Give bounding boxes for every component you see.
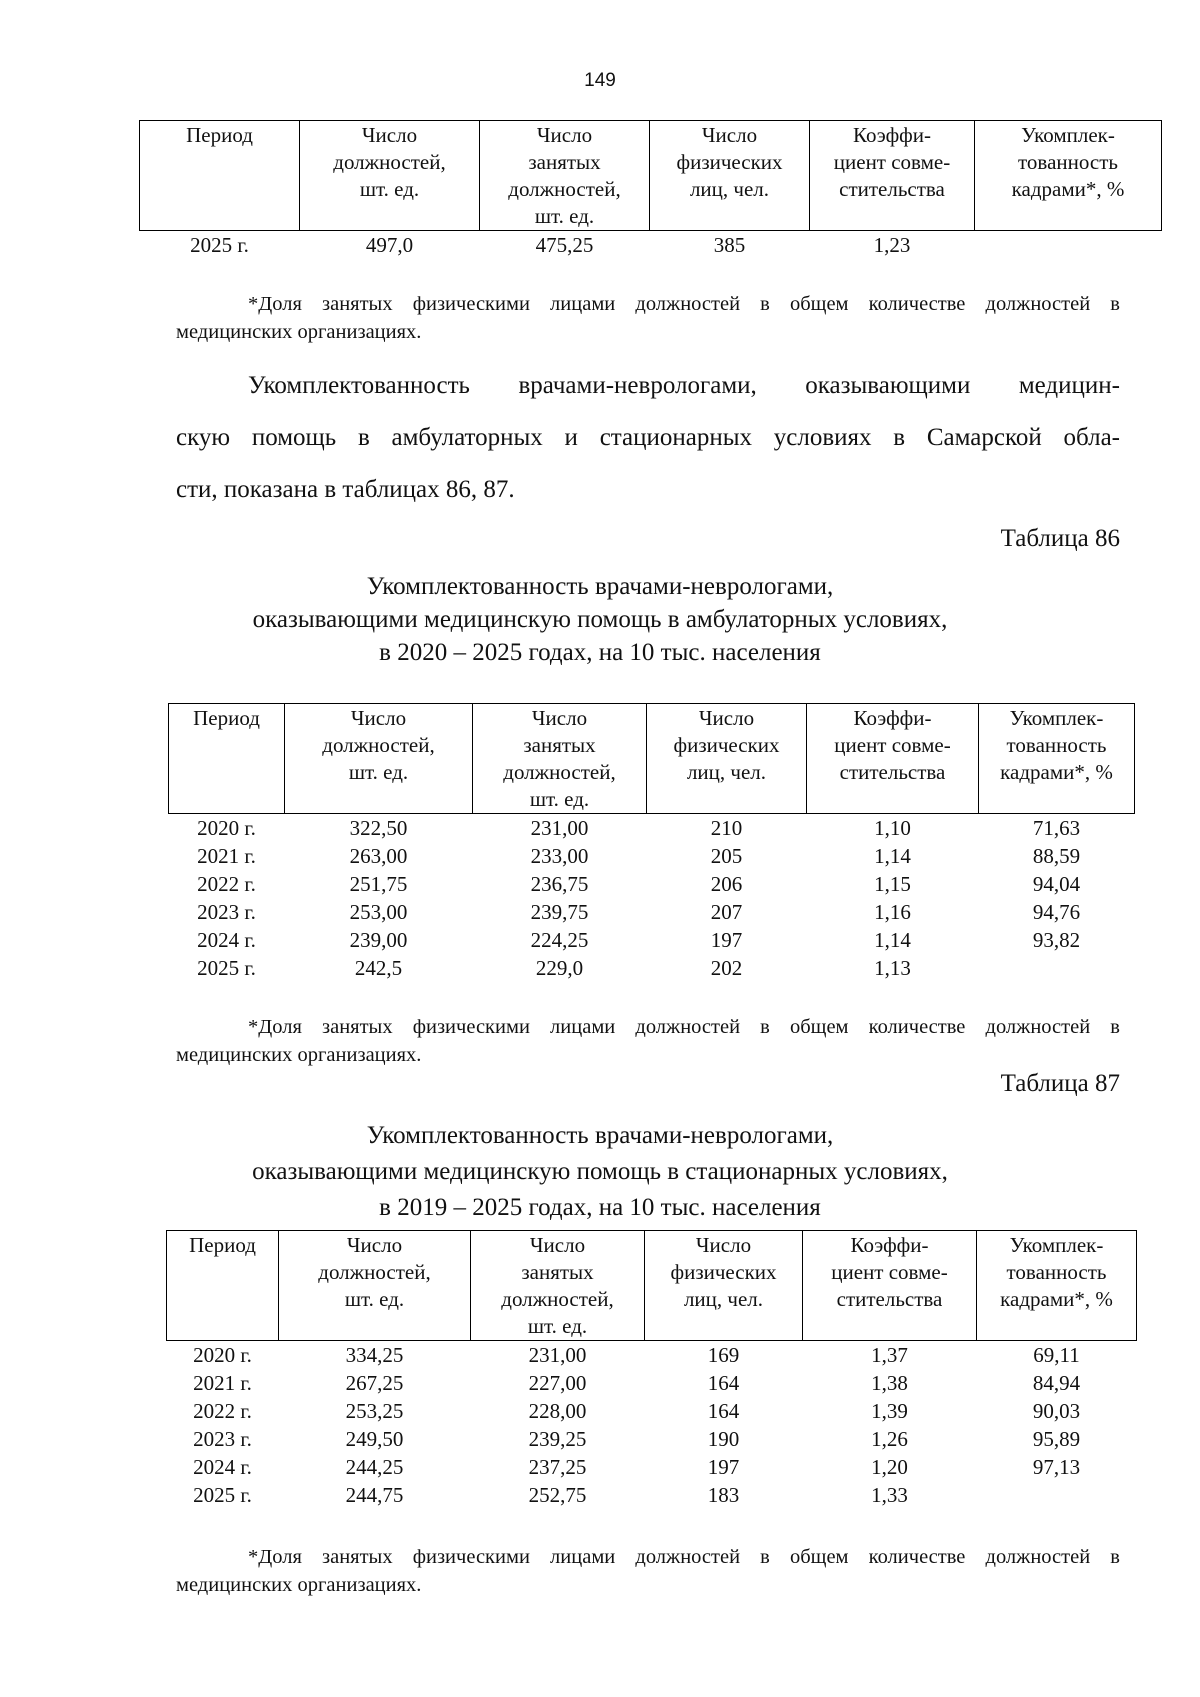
table-86 (168, 703, 1135, 982)
cell-coef: 1,14 (874, 844, 911, 868)
header-line: кадрами*, % (1000, 1287, 1113, 1311)
header-staffing (977, 1231, 1137, 1341)
table-row (167, 1369, 1137, 1397)
cell-coef: 1,37 (871, 1343, 908, 1367)
header-occupied (473, 704, 647, 814)
paragraph-line: скую помощь в амбулаторных и стационарных условиях в Самарской обла- (176, 424, 1120, 451)
cell-coef: 1,23 (873, 233, 911, 257)
header-line: Число (350, 706, 407, 730)
header-line: лиц, чел. (683, 1287, 764, 1311)
header-line: должностей, (333, 150, 446, 174)
header-line: занятых (521, 1260, 594, 1284)
cell-positions: 253,25 (345, 1399, 404, 1423)
header-period (140, 121, 300, 231)
cell-positions: 242,5 (354, 956, 403, 980)
header-coef (810, 121, 975, 231)
title-line: в 2019 – 2025 годах, на 10 тыс. населения (379, 1194, 821, 1221)
cell-period: 2025 г. (197, 956, 256, 980)
page-number: 149 (584, 70, 616, 91)
header-line: стительства (836, 1287, 943, 1311)
header-line: Период (193, 706, 260, 730)
footnote-line: *Доля занятых физическими лицами должностей в общем количестве должностей в (248, 293, 1120, 315)
cell-coef: 1,14 (874, 928, 911, 952)
cell-coef: 1,39 (871, 1399, 908, 1423)
footnote-line: медицинских организациях. (176, 321, 422, 343)
footnote-line: медицинских организациях. (176, 1574, 422, 1596)
cell-coef: 1,33 (871, 1483, 908, 1507)
cell-period: 2021 г. (197, 844, 256, 868)
table-87 (166, 1230, 1137, 1509)
header-line: Коэффи- (850, 1233, 929, 1257)
header-line: должностей, (501, 1287, 614, 1311)
cell-positions: 322,50 (349, 816, 408, 840)
cell-occupied: 231,00 (528, 1343, 587, 1367)
cell-persons: 210 (710, 816, 743, 840)
cell-staffing: 93,82 (1032, 928, 1081, 952)
cell-positions: 251,75 (349, 872, 408, 896)
footnote-87 (176, 1543, 1120, 1599)
cell-persons: 169 (707, 1343, 740, 1367)
cell-staffing: 84,94 (1032, 1371, 1081, 1395)
cell-positions: 263,00 (349, 844, 408, 868)
cell-coef: 1,10 (874, 816, 911, 840)
cell-coef: 1,15 (874, 872, 911, 896)
cell-occupied: 233,00 (530, 844, 589, 868)
cell-occupied: 236,75 (530, 872, 589, 896)
cell-persons: 183 (707, 1483, 740, 1507)
cell-period: 2023 г. (193, 1427, 252, 1451)
header-line: Число (361, 123, 418, 147)
title-line: Укомплектованность врачами-неврологами, (366, 573, 834, 600)
header-line: шт. ед. (534, 204, 595, 228)
header-line: тованность (1006, 733, 1107, 757)
cell-staffing: 69,11 (1033, 1343, 1080, 1367)
cell-occupied: 227,00 (528, 1371, 587, 1395)
cell-persons: 385 (713, 233, 746, 257)
table-row (167, 1341, 1137, 1370)
table-row (167, 1453, 1137, 1481)
header-line: Число (695, 1233, 752, 1257)
header-persons (647, 704, 807, 814)
header-line: Число (701, 123, 758, 147)
cell-occupied: 231,00 (530, 816, 589, 840)
cell-occupied: 239,75 (530, 900, 589, 924)
body-paragraph (176, 360, 1120, 516)
header-line: лиц, чел. (686, 760, 767, 784)
header-line: шт. ед. (359, 177, 420, 201)
header-line: стительства (839, 177, 945, 201)
cell-persons: 205 (710, 844, 743, 868)
cell-positions: 497,0 (365, 233, 414, 257)
header-period (169, 704, 285, 814)
cell-staffing (975, 231, 1162, 260)
cell-occupied: 228,00 (528, 1399, 587, 1423)
title-line: оказывающими медицинскую помощь в амбулаторных условиях, (252, 606, 948, 633)
footnote-line: медицинских организациях. (176, 1044, 422, 1066)
footnote-86 (176, 1013, 1120, 1069)
header-line: лиц, чел. (689, 177, 770, 201)
cell-coef: 1,20 (871, 1455, 908, 1479)
table-87-title (0, 1118, 1200, 1226)
header-line: Период (189, 1233, 256, 1257)
cell-positions: 239,00 (349, 928, 408, 952)
header-line: Число (529, 1233, 586, 1257)
cell-positions: 249,50 (345, 1427, 404, 1451)
cell-period: 2021 г. (193, 1371, 252, 1395)
header-line: Коэффи- (853, 123, 931, 147)
cell-staffing: 94,04 (1032, 872, 1081, 896)
header-coef (803, 1231, 977, 1341)
header-line: должностей, (318, 1260, 431, 1284)
table-row (167, 1481, 1137, 1509)
table-86-label: Таблица 86 (1000, 525, 1120, 552)
table-row (169, 898, 1135, 926)
cell-coef: 1,13 (874, 956, 911, 980)
header-line: физических (670, 1260, 777, 1284)
header-staffing (975, 121, 1162, 231)
table-87-label: Таблица 87 (1000, 1070, 1120, 1097)
header-line: занятых (523, 733, 596, 757)
cell-positions: 253,00 (349, 900, 408, 924)
table-row (169, 842, 1135, 870)
cell-period: 2025 г. (190, 233, 249, 257)
cell-persons: 197 (710, 928, 743, 952)
cell-persons: 202 (710, 956, 743, 980)
table-row (167, 1397, 1137, 1425)
cell-occupied: 475,25 (535, 233, 594, 257)
cell-occupied: 237,25 (528, 1455, 587, 1479)
table-86-title (0, 570, 1200, 669)
cell-coef: 1,38 (871, 1371, 908, 1395)
header-staffing (979, 704, 1135, 814)
header-line: Укомплек- (1009, 706, 1104, 730)
header-line: Число (536, 123, 593, 147)
cell-occupied: 224,25 (530, 928, 589, 952)
header-line: шт. ед. (344, 1287, 405, 1311)
cell-staffing (977, 1481, 1137, 1509)
header-line: шт. ед. (529, 787, 590, 811)
header-line: Коэффи- (853, 706, 932, 730)
header-line: кадрами*, % (1000, 760, 1113, 784)
header-line: стительства (839, 760, 946, 784)
cell-period: 2025 г. (193, 1483, 252, 1507)
cell-persons: 206 (710, 872, 743, 896)
table-row (167, 1425, 1137, 1453)
header-line: должностей, (322, 733, 435, 757)
cell-staffing: 90,03 (1032, 1399, 1081, 1423)
header-occupied (480, 121, 650, 231)
header-line: кадрами*, % (1011, 177, 1125, 201)
paragraph-line: сти, показана в таблицах 86, 87. (176, 476, 515, 503)
header-occupied (471, 1231, 645, 1341)
header-line: тованность (1018, 150, 1118, 174)
table-row (169, 870, 1135, 898)
cell-period: 2024 г. (193, 1455, 252, 1479)
cell-staffing: 97,13 (1032, 1455, 1081, 1479)
table-row (140, 231, 1162, 260)
header-line: занятых (528, 150, 601, 174)
cell-staffing: 95,89 (1032, 1427, 1081, 1451)
header-line: должностей, (503, 760, 616, 784)
header-persons (645, 1231, 803, 1341)
header-line: циент совме- (831, 1260, 948, 1284)
footnote-line: *Доля занятых физическими лицами должностей в общем количестве должностей в (248, 1546, 1120, 1568)
header-positions (279, 1231, 471, 1341)
header-positions (285, 704, 473, 814)
footnote-line: *Доля занятых физическими лицами должностей в общем количестве должностей в (248, 1016, 1120, 1038)
header-line: Число (698, 706, 755, 730)
cell-persons: 207 (710, 900, 743, 924)
header-coef (807, 704, 979, 814)
header-line: шт. ед. (348, 760, 409, 784)
header-line: Число (531, 706, 588, 730)
title-line: в 2020 – 2025 годах, на 10 тыс. населения (379, 639, 821, 666)
cell-staffing: 94,76 (1032, 900, 1081, 924)
table-continuation (139, 120, 1162, 259)
table-row (169, 926, 1135, 954)
title-line: Укомплектованность врачами-неврологами, (366, 1122, 834, 1149)
header-line: физических (676, 150, 783, 174)
cell-coef: 1,26 (871, 1427, 908, 1451)
header-line: Период (186, 123, 253, 147)
cell-persons: 190 (707, 1427, 740, 1451)
header-positions (300, 121, 480, 231)
header-line: Укомплек- (1021, 123, 1115, 147)
cell-positions: 267,25 (345, 1371, 404, 1395)
header-line: Укомплек- (1009, 1233, 1104, 1257)
header-period (167, 1231, 279, 1341)
cell-positions: 244,25 (345, 1455, 404, 1479)
cell-period: 2022 г. (193, 1399, 252, 1423)
header-line: тованность (1006, 1260, 1107, 1284)
cell-period: 2020 г. (197, 816, 256, 840)
cell-period: 2020 г. (193, 1343, 252, 1367)
cell-occupied: 229,0 (535, 956, 584, 980)
paragraph-line: Укомплектованность врачами-неврологами, оказывающими медицин- (248, 372, 1120, 399)
cell-period: 2023 г. (197, 900, 256, 924)
cell-occupied: 252,75 (528, 1483, 587, 1507)
header-line: циент совме- (834, 733, 951, 757)
cell-persons: 164 (707, 1371, 740, 1395)
title-line: оказывающими медицинскую помощь в стационарных условиях, (252, 1158, 948, 1185)
table-row (169, 814, 1135, 843)
cell-staffing: 71,63 (1032, 816, 1081, 840)
cell-positions: 244,75 (345, 1483, 404, 1507)
table-row (169, 954, 1135, 982)
cell-persons: 197 (707, 1455, 740, 1479)
cell-period: 2022 г. (197, 872, 256, 896)
cell-occupied: 239,25 (528, 1427, 587, 1451)
cell-coef: 1,16 (874, 900, 911, 924)
cell-period: 2024 г. (197, 928, 256, 952)
cell-persons: 164 (707, 1399, 740, 1423)
header-persons (650, 121, 810, 231)
header-line: шт. ед. (527, 1314, 588, 1338)
header-line: циент совме- (833, 150, 951, 174)
cell-positions: 334,25 (345, 1343, 404, 1367)
header-line: физических (673, 733, 780, 757)
cell-staffing: 88,59 (1032, 844, 1081, 868)
header-line: должностей, (508, 177, 621, 201)
footnote-top (176, 290, 1120, 346)
header-line: Число (346, 1233, 403, 1257)
cell-staffing (979, 954, 1135, 982)
